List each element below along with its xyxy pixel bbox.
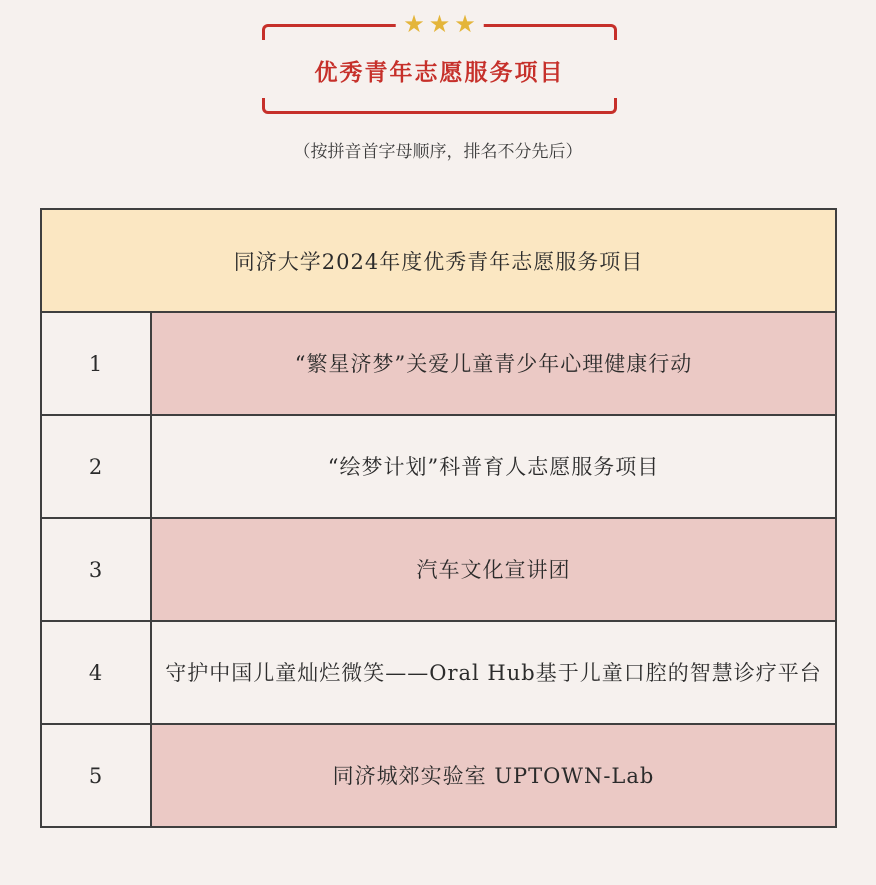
row-number: 3 [41, 518, 151, 621]
project-name: 守护中国儿童灿烂微笑——Oral Hub基于儿童口腔的智慧诊疗平台 [151, 621, 836, 724]
row-number: 1 [41, 312, 151, 415]
project-table [40, 208, 837, 828]
project-name: “繁星济梦”关爱儿童青少年心理健康行动 [151, 312, 836, 415]
table-row [41, 415, 836, 518]
table-row [41, 518, 836, 621]
page-title: 优秀青年志愿服务项目 [314, 60, 565, 86]
table-row [41, 312, 836, 415]
table-header-row [41, 209, 836, 312]
table-header: 同济大学2024年度优秀青年志愿服务项目 [41, 209, 836, 312]
row-number: 5 [41, 724, 151, 827]
row-number: 2 [41, 415, 151, 518]
star-group [395, 12, 484, 36]
table-row [41, 724, 836, 827]
project-name: “绘梦计划”科普育人志愿服务项目 [151, 415, 836, 518]
star-icon: ★ [428, 10, 451, 38]
project-name: 汽车文化宣讲团 [151, 518, 836, 621]
page-subtitle: （按拼音首字母顺序，排名不分先后） [293, 142, 583, 162]
project-name: 同济城郊实验室 UPTOWN-Lab [151, 724, 836, 827]
star-icon: ★ [403, 10, 425, 38]
row-number: 4 [41, 621, 151, 724]
title-banner [262, 10, 617, 114]
table-row [41, 621, 836, 724]
banner-frame-bottom [262, 98, 617, 114]
star-icon: ★ [454, 10, 476, 38]
